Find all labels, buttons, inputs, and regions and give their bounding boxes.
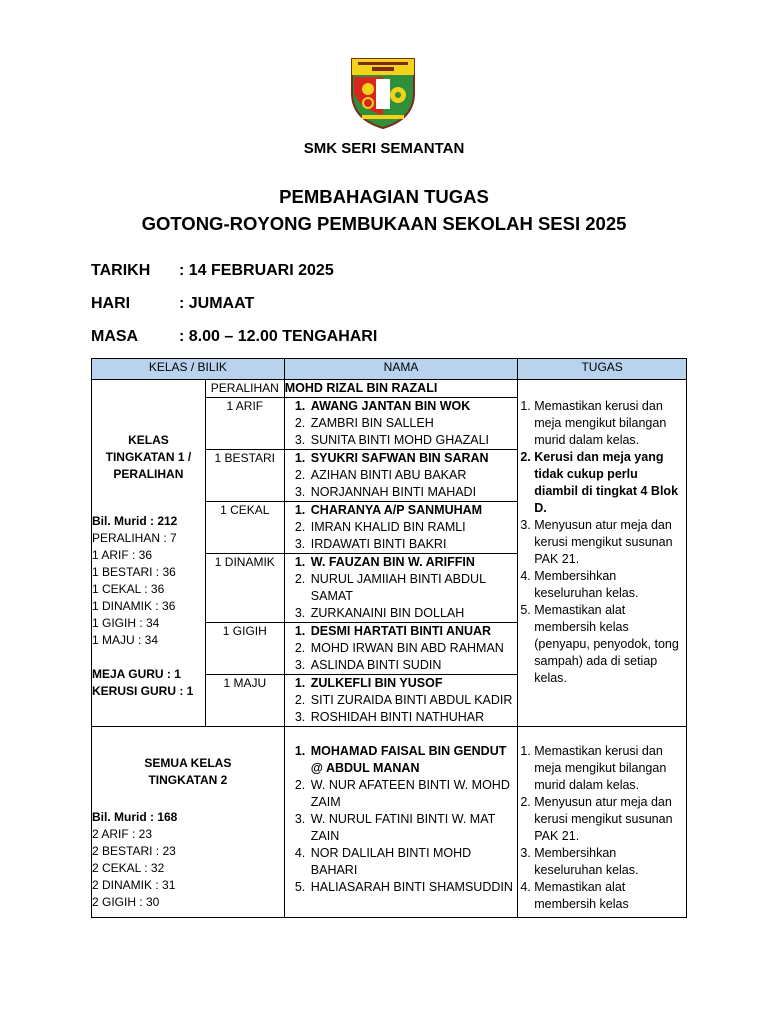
tarikh-label: TARIKH [91,262,151,279]
group-title: SEMUA KELAS [144,756,232,770]
class-count: 1 BESTARI : 36 [92,565,176,579]
class-count: 1 ARIF : 36 [92,548,153,562]
teacher-list [284,450,517,502]
class-name: 1 DINAMIK [205,554,284,623]
teacher-name: 1. AWANG JANTAN BIN WOK [309,398,517,415]
info-masa [91,328,377,346]
masa-value: : 8.00 – 12.00 TENGAHARI [179,328,378,345]
group-cell-tingkatan2 [92,727,285,918]
class-name: PERALIHAN [205,380,284,398]
school-name: SMK SERI SEMANTAN [303,140,465,157]
teacher-name: 2. SITI ZURAIDA BINTI ABDUL KADIR [309,692,517,709]
teacher-name: 1. SYUKRI SAFWAN BIN SARAN [309,450,517,467]
teacher-name: 1. CHARANYA A/P SANMUHAM [309,502,517,519]
task-item: 2. Menyusun atur meja dan kerusi mengikut susunan PAK 21. [534,794,682,845]
class-name: 1 BESTARI [205,450,284,502]
teacher-name: 3. SUNITA BINTI MOHD GHAZALI [309,432,517,449]
table-header-row [92,359,687,380]
teacher-name: 1. MOHAMAD FAISAL BIN GENDUT @ ABDUL MANAN [309,743,517,777]
teacher-list [284,502,517,554]
teacher-name: 3. NORJANNAH BINTI MAHADI [309,484,517,501]
tasks-cell-tingkatan1 [518,380,687,727]
class-count: 1 GIGIH : 34 [92,616,160,630]
teacher-list [284,675,517,727]
table-row [92,380,687,398]
group-cell-tingkatan1 [92,380,206,727]
info-hari [91,295,254,313]
teacher-name: 2. IMRAN KHALID BIN RAMLI [309,519,517,536]
teacher-name: 4. NOR DALILAH BINTI MOHD BAHARI [309,845,517,879]
teacher-name: 2. W. NUR AFATEEN BINTI W. MOHD ZAIM [309,777,517,811]
teacher-name: MOHD RIZAL BIN RAZALI [284,380,517,398]
teacher-name: 1. DESMI HARTATI BINTI ANUAR [309,623,517,640]
task-item: 3. Menyusun atur meja dan kerusi mengikut susunan PAK 21. [534,517,682,568]
class-count: 1 CEKAL : 36 [92,582,165,596]
teacher-name: 1. W. FAUZAN BIN W. ARIFFIN [309,554,517,571]
masa-label: MASA [91,328,139,345]
teacher-name: 2. NURUL JAMIIAH BINTI ABDUL SAMAT [309,571,517,605]
teacher-name: 2. MOHD IRWAN BIN ABD RAHMAN [309,640,517,657]
group-title: KELAS [128,433,169,447]
tasks-cell-tingkatan2 [518,727,687,918]
group-title: TINGKATAN 2 [148,773,228,787]
task-item: 1. Memastikan kerusi dan meja mengikut bilangan murid dalam kelas. [534,743,682,794]
class-name: 1 ARIF [205,398,284,450]
task-item: 3. Membersihkan keseluruhan kelas. [534,845,682,879]
hari-value: : JUMAAT [179,295,255,312]
task-item: 4. Memastikan alat membersih kelas [534,879,682,913]
teacher-name: 3. ASLINDA BINTI SUDIN [309,657,517,674]
teacher-name: 2. AZIHAN BINTI ABU BAKAR [309,467,517,484]
class-count: 2 GIGIH : 30 [92,895,160,909]
teacher-name: 2. ZAMBRI BIN SALLEH [309,415,517,432]
class-name: 1 CEKAL [205,502,284,554]
teacher-list [284,727,517,918]
teacher-name: 3. ZURKANAINI BIN DOLLAH [309,605,517,622]
class-count: 2 CEKAL : 32 [92,861,165,875]
class-name: 1 MAJU [205,675,284,727]
class-name: 1 GIGIH [205,623,284,675]
student-total: Bil. Murid : 168 [92,810,178,824]
meja-guru: MEJA GURU : 1 [92,667,181,681]
teacher-name: 1. ZULKEFLI BIN YUSOF [309,675,517,692]
task-item: 1. Memastikan kerusi dan meja mengikut bilangan murid dalam kelas. [534,398,682,449]
teacher-list [284,398,517,450]
document-title: PEMBAHAGIAN TUGAS [279,186,489,207]
class-count: 2 DINAMIK : 31 [92,878,176,892]
group-title: TINGKATAN 1 / [105,450,192,464]
class-count: 1 MAJU : 34 [92,633,159,647]
task-item: 5. Memastikan alat membersih kelas (penyapu, penyodok, tong sampah) ada di setiap kelas. [534,602,682,687]
duty-table [91,358,687,918]
teacher-list [284,623,517,675]
table-row [92,727,687,918]
hari-label: HARI [91,295,131,312]
header-kelas: KELAS / BILIK [92,359,285,380]
teacher-name: 3. ROSHIDAH BINTI NATHUHAR [309,709,517,726]
task-item: 2. Kerusi dan meja yang tidak cukup perlu diambil di tingkat 4 Blok D. [534,449,682,517]
teacher-list [284,554,517,623]
info-tarikh [91,262,334,280]
teacher-name: 3. W. NURUL FATINI BINTI W. MAT ZAIN [309,811,517,845]
header-nama: NAMA [284,359,517,380]
teacher-name: 5. HALIASARAH BINTI SHAMSUDDIN [309,879,517,896]
class-count: 1 DINAMIK : 36 [92,599,176,613]
tarikh-value: : 14 FEBRUARI 2025 [179,262,334,279]
group-title: PERALIHAN [113,467,184,481]
document-subtitle: GOTONG-ROYONG PEMBUKAAN SEKOLAH SESI 2025 [141,213,627,234]
task-item: 4. Membersihkan keseluruhan kelas. [534,568,682,602]
class-count: 2 BESTARI : 23 [92,844,176,858]
header-tugas: TUGAS [518,359,687,380]
class-count: 2 ARIF : 23 [92,827,153,841]
class-count: PERALIHAN : 7 [92,531,177,545]
student-total: Bil. Murid : 212 [92,514,178,528]
school-crest-logo [348,53,418,129]
teacher-name: 3. IRDAWATI BINTI BAKRI [309,536,517,553]
kerusi-guru: KERUSI GURU : 1 [92,684,194,698]
